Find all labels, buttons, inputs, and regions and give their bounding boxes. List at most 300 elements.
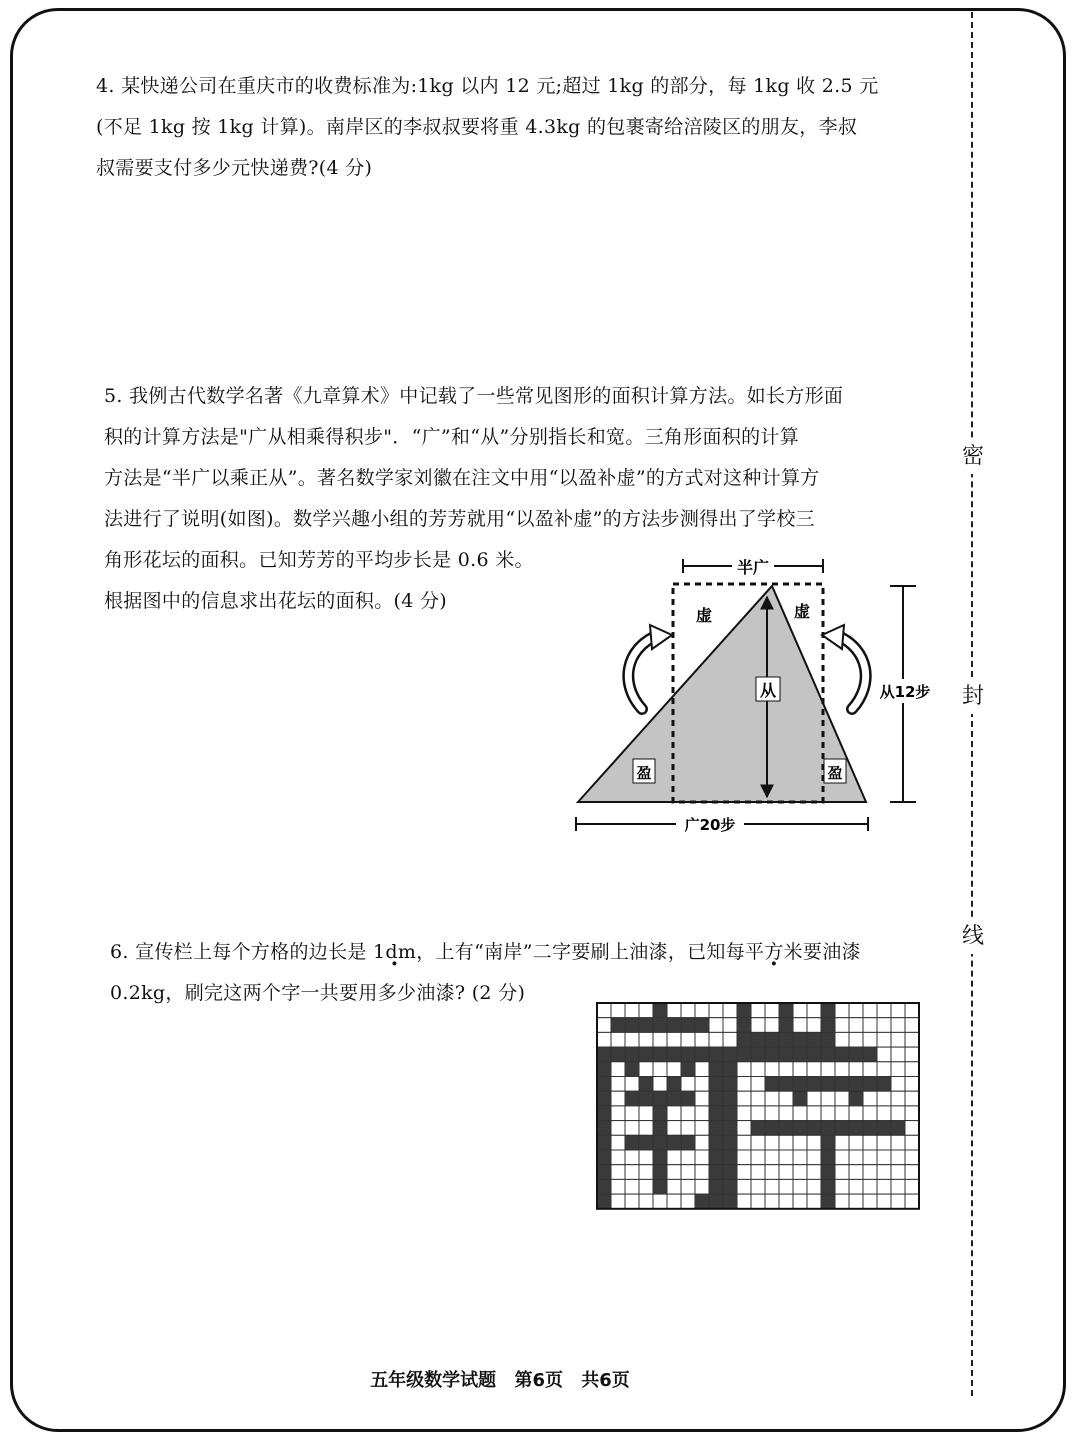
grid-cell: [723, 1047, 737, 1062]
grid-cell: [653, 1194, 667, 1209]
grid-cell: [723, 1091, 737, 1106]
grid-cell: [625, 1194, 639, 1209]
grid-cell: [695, 1018, 709, 1033]
grid-cell: [597, 1077, 611, 1092]
grid-cell: [737, 1135, 751, 1150]
grid-cell: [611, 1165, 625, 1180]
grid-cell: [611, 1121, 625, 1136]
grid-cell: [849, 1032, 863, 1047]
grid-cell: [695, 1165, 709, 1180]
grid-cell: [877, 1121, 891, 1136]
grid-cell: [681, 1003, 695, 1018]
grid-cell: [765, 1047, 779, 1062]
grid-cell: [751, 1150, 765, 1165]
grid-cell: [681, 1121, 695, 1136]
grid-cell: [751, 1018, 765, 1033]
grid-cell: [821, 1018, 835, 1033]
grid-cell: [905, 1091, 919, 1106]
base-label: 广20步: [684, 816, 736, 834]
grid-cell: [751, 1135, 765, 1150]
grid-cell: [653, 1091, 667, 1106]
grid-cell: [667, 1062, 681, 1077]
grid-cell: [793, 1062, 807, 1077]
grid-cell: [863, 1091, 877, 1106]
grid-cell: [597, 1106, 611, 1121]
grid-cell: [723, 1077, 737, 1092]
q6-text: 6. 宣传栏上每个方格的边长是: [110, 941, 374, 963]
grid-cell: [723, 1135, 737, 1150]
grid-cell: [877, 1106, 891, 1121]
grid-cell: [779, 1165, 793, 1180]
grid-cell: [625, 1091, 639, 1106]
grid-cell: [737, 1165, 751, 1180]
grid-cell: [625, 1106, 639, 1121]
page-footer: [0, 1366, 1000, 1392]
grid-cell: [835, 1179, 849, 1194]
question-6-line-1: [110, 932, 861, 973]
grid-cell: [849, 1135, 863, 1150]
grid-cell: [863, 1003, 877, 1018]
grid-cell: [695, 1032, 709, 1047]
grid-cell: [821, 1047, 835, 1062]
grid-cell: [597, 1179, 611, 1194]
grid-cell: [905, 1003, 919, 1018]
grid-cell: [611, 1106, 625, 1121]
grid-cell: [709, 1047, 723, 1062]
grid-cell: [779, 1194, 793, 1209]
grid-cell: [765, 1121, 779, 1136]
grid-cell: [639, 1062, 653, 1077]
grid-cell: [751, 1091, 765, 1106]
grid-cell: [779, 1106, 793, 1121]
grid-cell: [681, 1165, 695, 1180]
grid-cell: [751, 1106, 765, 1121]
grid-cell: [667, 1018, 681, 1033]
grid-cell: [681, 1077, 695, 1092]
grid-cell: [737, 1121, 751, 1136]
grid-cell: [765, 1179, 779, 1194]
question-5-line: 积的计算方法是"广从相乘得积步"．“广”和“从”分别指长和宽。三角形面积的计算: [104, 426, 800, 448]
grid-cell: [849, 1194, 863, 1209]
height-label: 从12步: [879, 683, 931, 701]
grid-cell: [779, 1179, 793, 1194]
grid-cell: [793, 1121, 807, 1136]
grid-cell: [597, 1135, 611, 1150]
grid-cell: [905, 1150, 919, 1165]
grid-cell: [877, 1150, 891, 1165]
grid-cell: [681, 1150, 695, 1165]
grid-cell: [597, 1194, 611, 1209]
grid-cell: [625, 1003, 639, 1018]
grid-cell: [779, 1077, 793, 1092]
grid-cell: [639, 1179, 653, 1194]
grid-cell: [765, 1106, 779, 1121]
grid-cell: [737, 1032, 751, 1047]
grid-cell: [695, 1135, 709, 1150]
grid-cell: [891, 1003, 905, 1018]
grid-cell: [891, 1047, 905, 1062]
grid-cell: [653, 1135, 667, 1150]
grid-cell: [793, 1165, 807, 1180]
grid-cell: [765, 1018, 779, 1033]
grid-cell: [793, 1018, 807, 1033]
footer-subject: 五年级数学试题: [370, 1370, 497, 1391]
grid-cell: [709, 1135, 723, 1150]
grid-cell: [849, 1018, 863, 1033]
grid-cell: [849, 1106, 863, 1121]
seal-char-xian: 线: [959, 920, 987, 954]
grid-cell: [709, 1003, 723, 1018]
grid-cell: [779, 1121, 793, 1136]
grid-cell: [821, 1194, 835, 1209]
grid-cell: [653, 1047, 667, 1062]
grid-cell: [653, 1003, 667, 1018]
grid-cell: [835, 1003, 849, 1018]
question-4: [96, 66, 879, 189]
grid-cell: [807, 1165, 821, 1180]
ying-label-left: 盈: [636, 764, 652, 782]
grid-cell: [891, 1091, 905, 1106]
grid-cell: [667, 1077, 681, 1092]
half-base-label: 半广: [736, 558, 770, 577]
grid-cell: [597, 1150, 611, 1165]
grid-cell: [793, 1106, 807, 1121]
grid-cell: [639, 1150, 653, 1165]
grid-cell: [877, 1165, 891, 1180]
grid-cell: [835, 1150, 849, 1165]
grid-cell: [807, 1032, 821, 1047]
grid-cell: [597, 1121, 611, 1136]
grid-cell: [625, 1032, 639, 1047]
grid-cell: [611, 1150, 625, 1165]
grid-cell: [723, 1194, 737, 1209]
question-5-line: 5. 我例古代数学名著《九章算术》中记载了一些常见图形的面积计算方法。如长方形面: [104, 385, 844, 407]
grid-cell: [849, 1003, 863, 1018]
grid-cell: [597, 1165, 611, 1180]
grid-cell: [751, 1047, 765, 1062]
grid-cell: [835, 1194, 849, 1209]
grid-cell: [877, 1077, 891, 1092]
grid-cell: [821, 1150, 835, 1165]
grid-cell: [905, 1106, 919, 1121]
grid-cell: [905, 1077, 919, 1092]
grid-cell: [597, 1062, 611, 1077]
q6-emphasis: 平方米: [745, 941, 803, 963]
grid-cell: [877, 1062, 891, 1077]
grid-cell: [681, 1032, 695, 1047]
grid-cell: [765, 1135, 779, 1150]
q6-text: ，上有“南岸”二字要刷上油漆，已知每: [416, 941, 746, 963]
grid-cell: [765, 1077, 779, 1092]
grid-cell: [863, 1194, 877, 1209]
grid-cell: [835, 1135, 849, 1150]
grid-cell: [639, 1003, 653, 1018]
grid-cell: [807, 1091, 821, 1106]
grid-cell: [835, 1032, 849, 1047]
grid-cell: [765, 1032, 779, 1047]
grid-cell: [709, 1018, 723, 1033]
grid-cell: [611, 1091, 625, 1106]
grid-cell: [863, 1179, 877, 1194]
grid-cell: [863, 1121, 877, 1136]
grid-cell: [611, 1018, 625, 1033]
grid-cell: [863, 1135, 877, 1150]
grid-cell: [597, 1003, 611, 1018]
grid-cell: [667, 1194, 681, 1209]
grid-cell: [905, 1194, 919, 1209]
grid-cell: [891, 1194, 905, 1209]
grid-cell: [793, 1150, 807, 1165]
ying-label-right: 盈: [827, 764, 843, 782]
grid-cell: [709, 1062, 723, 1077]
grid-cell: [737, 1179, 751, 1194]
grid-cell: [681, 1135, 695, 1150]
question-4-line: (不足 1kg 按 1kg 计算)。南岸区的李叔叔要将重 4.3kg 的包裹寄给涪陵区的朋友，李叔: [96, 116, 858, 138]
grid-cell: [653, 1077, 667, 1092]
grid-cell: [695, 1179, 709, 1194]
grid-cell: [905, 1135, 919, 1150]
grid-cell: [821, 1032, 835, 1047]
grid-cell: [793, 1091, 807, 1106]
grid-cell: [793, 1077, 807, 1092]
grid-cell: [821, 1003, 835, 1018]
grid-cell: [905, 1047, 919, 1062]
grid-cell: [695, 1194, 709, 1209]
grid-cell: [779, 1003, 793, 1018]
grid-cell: [653, 1150, 667, 1165]
grid-cell: [807, 1121, 821, 1136]
grid-cell: [639, 1077, 653, 1092]
grid-cell: [611, 1194, 625, 1209]
q6-text: 要油漆: [802, 941, 861, 963]
question-5-line: 根据图中的信息求出花坛的面积。(4 分): [104, 590, 447, 612]
grid-cell: [765, 1150, 779, 1165]
grid-cell: [765, 1062, 779, 1077]
grid-cell: [751, 1003, 765, 1018]
grid-cell: [877, 1091, 891, 1106]
grid-cell: [807, 1179, 821, 1194]
grid-cell: [639, 1091, 653, 1106]
grid-cell: [737, 1062, 751, 1077]
grid-cell: [639, 1194, 653, 1209]
grid-cell: [639, 1018, 653, 1033]
grid-cell: [821, 1106, 835, 1121]
grid-cell: [709, 1077, 723, 1092]
grid-cell: [737, 1047, 751, 1062]
grid-cell: [835, 1106, 849, 1121]
grid-cell: [863, 1106, 877, 1121]
grid-cell: [681, 1179, 695, 1194]
grid-cell: [723, 1179, 737, 1194]
question-4-line: 4. 某快递公司在重庆市的收费标准为:1kg 以内 12 元;超过 1kg 的部分，每 1kg 收 2.5 元: [96, 75, 879, 97]
grid-cell: [779, 1062, 793, 1077]
grid-cell: [653, 1165, 667, 1180]
grid-cell: [737, 1003, 751, 1018]
cong-label: 从: [759, 681, 777, 700]
grid-cell: [737, 1077, 751, 1092]
grid-cell: [835, 1165, 849, 1180]
grid-cell: [905, 1062, 919, 1077]
grid-cell: [751, 1194, 765, 1209]
grid-cell: [891, 1150, 905, 1165]
question-4-line: 叔需要支付多少元快递费?(4 分): [96, 157, 373, 179]
grid-cell: [849, 1047, 863, 1062]
grid-cell: [891, 1179, 905, 1194]
grid-cell: [695, 1077, 709, 1092]
grid-cell: [625, 1062, 639, 1077]
grid-cell: [667, 1032, 681, 1047]
grid-cell: [821, 1077, 835, 1092]
question-5-line: 法进行了说明(如图)。数学兴趣小组的芳芳就用“以盈补虚”的方法步测得出了学校三: [104, 508, 815, 530]
seal-char-mi: 密: [959, 440, 987, 474]
grid-cell: [779, 1091, 793, 1106]
grid-cell: [723, 1165, 737, 1180]
grid-cell: [611, 1179, 625, 1194]
grid-cell: [597, 1091, 611, 1106]
grid-cell: [863, 1062, 877, 1077]
grid-cell: [835, 1062, 849, 1077]
grid-cell: [849, 1165, 863, 1180]
nanan-grid: [595, 1001, 923, 1213]
grid-cell: [863, 1032, 877, 1047]
grid-cell: [667, 1150, 681, 1165]
grid-cell: [639, 1165, 653, 1180]
grid-cell: [877, 1194, 891, 1209]
grid-cell: [737, 1091, 751, 1106]
grid-cell: [891, 1121, 905, 1136]
grid-cell: [639, 1121, 653, 1136]
grid-cell: [821, 1179, 835, 1194]
grid-cell: [849, 1150, 863, 1165]
grid-cell: [807, 1135, 821, 1150]
grid-cell: [611, 1047, 625, 1062]
grid-cell: [765, 1165, 779, 1180]
grid-cell: [681, 1018, 695, 1033]
grid-cell: [695, 1062, 709, 1077]
grid-cell: [611, 1032, 625, 1047]
grid-cell: [877, 1179, 891, 1194]
grid-cell: [835, 1047, 849, 1062]
xu-label-right: 虚: [793, 602, 811, 621]
grid-cell: [835, 1077, 849, 1092]
grid-cell: [681, 1106, 695, 1121]
grid-cell: [723, 1121, 737, 1136]
grid-cell: [667, 1003, 681, 1018]
grid-cell: [751, 1032, 765, 1047]
grid-cell: [695, 1047, 709, 1062]
grid-cell: [779, 1032, 793, 1047]
grid-cell: [891, 1165, 905, 1180]
grid-cell: [751, 1121, 765, 1136]
grid-cell: [681, 1062, 695, 1077]
grid-cell: [807, 1003, 821, 1018]
grid-cell: [723, 1150, 737, 1165]
grid-cell: [723, 1003, 737, 1018]
grid-cell: [667, 1047, 681, 1062]
grid-cell: [653, 1018, 667, 1033]
grid-cell: [639, 1135, 653, 1150]
grid-cell: [709, 1194, 723, 1209]
grid-cell: [751, 1062, 765, 1077]
grid-cell: [597, 1032, 611, 1047]
grid-cell: [863, 1165, 877, 1180]
grid-cell: [807, 1194, 821, 1209]
grid-cell: [793, 1032, 807, 1047]
grid-cell: [625, 1150, 639, 1165]
grid-cell: [597, 1018, 611, 1033]
grid-cell: [793, 1047, 807, 1062]
grid-cell: [667, 1091, 681, 1106]
grid-cell: [681, 1047, 695, 1062]
grid-cell: [835, 1018, 849, 1033]
grid-cell: [695, 1150, 709, 1165]
grid-cell: [597, 1047, 611, 1062]
grid-cell: [667, 1165, 681, 1180]
grid-cell: [905, 1179, 919, 1194]
grid-cell: [625, 1135, 639, 1150]
grid-cell: [709, 1032, 723, 1047]
grid-cell: [765, 1091, 779, 1106]
question-5-line: 角形花坛的面积。已知芳芳的平均步长是 0.6 米。: [104, 549, 534, 571]
grid-cell: [821, 1165, 835, 1180]
grid-cell: [905, 1165, 919, 1180]
grid-cell: [905, 1121, 919, 1136]
xu-label-left: 虚: [695, 606, 713, 625]
grid-cell: [807, 1077, 821, 1092]
grid-cell: [821, 1062, 835, 1077]
grid-cell: [779, 1150, 793, 1165]
triangle-figure: [560, 545, 960, 845]
grid-cell: [653, 1062, 667, 1077]
question-6-line-2: 0.2kg，刷完这两个字一共要用多少油漆? (2 分): [110, 982, 526, 1004]
grid-cell: [667, 1179, 681, 1194]
grid-cell: [793, 1135, 807, 1150]
grid-cell: [611, 1135, 625, 1150]
grid-cell: [695, 1106, 709, 1121]
grid-cell: [653, 1121, 667, 1136]
grid-cell: [891, 1135, 905, 1150]
grid-cell: [709, 1106, 723, 1121]
grid-cell: [905, 1018, 919, 1033]
grid-cell: [751, 1165, 765, 1180]
grid-cell: [625, 1165, 639, 1180]
grid-cell: [863, 1150, 877, 1165]
grid-cell: [653, 1179, 667, 1194]
grid-cell: [639, 1032, 653, 1047]
grid-cell: [807, 1018, 821, 1033]
grid-cell: [653, 1106, 667, 1121]
grid-cell: [639, 1047, 653, 1062]
grid-cell: [891, 1106, 905, 1121]
grid-cell: [835, 1121, 849, 1136]
grid-cell: [695, 1003, 709, 1018]
grid-cell: [625, 1018, 639, 1033]
grid-cell: [667, 1135, 681, 1150]
footer-page: 第6页: [514, 1370, 563, 1391]
grid-cell: [611, 1077, 625, 1092]
seal-char-feng: 封: [959, 680, 987, 714]
grid-cell: [779, 1135, 793, 1150]
grid-cell: [625, 1121, 639, 1136]
grid-cell: [709, 1121, 723, 1136]
grid-cell: [681, 1194, 695, 1209]
grid-cell: [863, 1077, 877, 1092]
grid-cell: [723, 1106, 737, 1121]
grid-cell: [681, 1091, 695, 1106]
grid-cell: [905, 1032, 919, 1047]
grid-cell: [779, 1018, 793, 1033]
grid-cell: [737, 1194, 751, 1209]
